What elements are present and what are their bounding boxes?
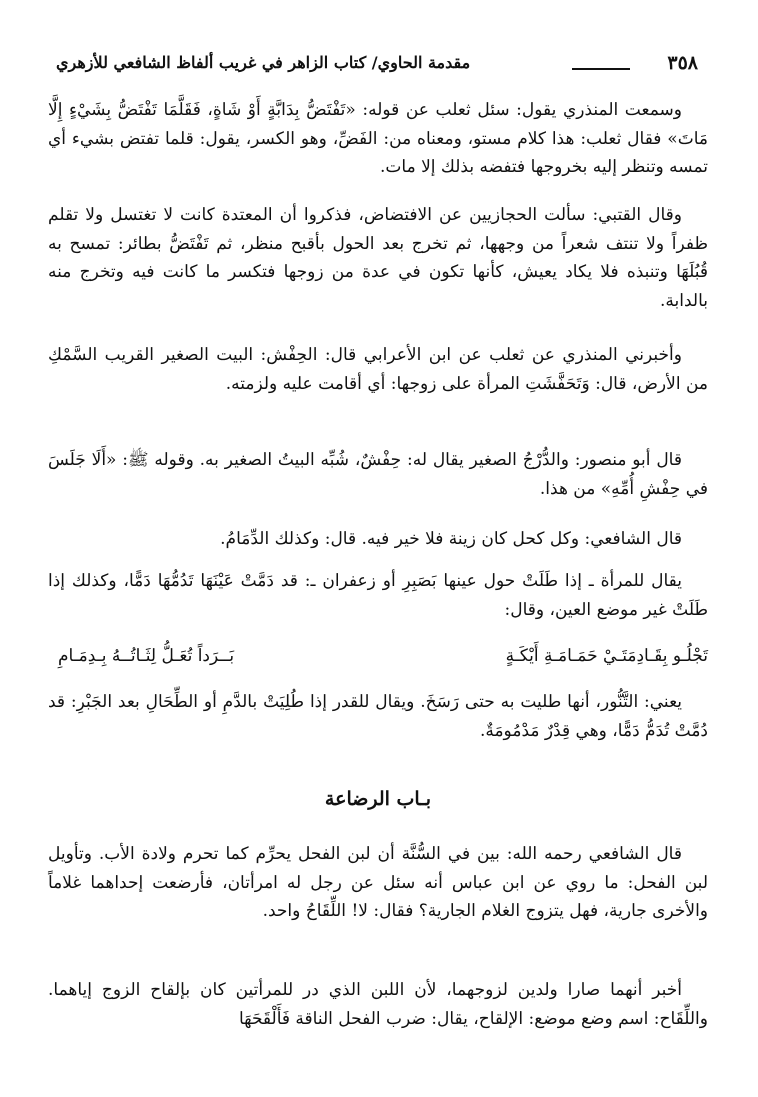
document-page — [48, 48, 708, 1078]
verse-second-hemistich: بَــرَداً تُعَـلُّ لِثَـاتُــهُ بِـدِمَـامِ — [58, 646, 235, 666]
running-title: مقدمة الحاوي/ كتاب الزاهر في غريب ألفاظ الشافعي للأزهري — [56, 53, 471, 72]
paragraph-block — [48, 96, 708, 190]
paragraph-block — [48, 976, 708, 1041]
paragraph: وسمعت المنذري يقول: سئل ثعلب عن قوله: «تَفْتَضُّ بِدَابَّةٍ أَوْ شَاةٍ، فَقَلَّمَا تَفْتَضُّ بِشَيْءٍ إِلَّا مَاتَ» فقال ثعلب: هذا كلام مستو، ومعناه من: الفَضِّ، وهو الكسر، يقول: قلما تفتض بشيء أي تمسه وتنظر إليه بخروجها فتفضه بذلك إلا مات. — [48, 100, 708, 177]
paragraph-block — [48, 840, 708, 934]
paragraph: يقال للمرأة ـ إذا طَلَتْ حول عينها بَصَبِرِ أو زعفران ـ: قد دَمَّتْ عَيْنَهَا تَدُمُّهَا دَمًّا، وكذلك إذا طَلَتْ غير موضع العين، وقال: — [48, 571, 708, 620]
page-number: ٣٥٨ — [667, 52, 698, 74]
paragraph: وقال القتبي: سألت الحجازيين عن الافتضاض، فذكروا أن المعتدة كانت لا تغتسل ولا تقلم ظفراً ولا تنتف شعراً من وجهها، ثم تخرج بعد الحول بأقبح منظر، ثم تَفْتَضُّ بطائر: تمسح به قُبُلَهَا وتنبذه فلا يكاد يعيش، كأنها تكون في عدة من زوجها فتكسر ما كانت فيه وتخرج منه بالدابة. — [48, 205, 708, 311]
paragraph: أخبر أنهما صارا ولدين لزوجهما، لأن اللبن الذي در للمرأتين كان بإلقاح الزوج إياهما. واللِّقَاح: اسم وضع موضع: الإلقاح، يقال: ضرب الفحل الناقة فَأَلْقَحَهَا — [48, 980, 708, 1029]
paragraph-block — [48, 525, 708, 562]
page-header — [48, 48, 708, 88]
poetry-verse — [48, 638, 708, 674]
paragraph: قال أبو منصور: والدُّرْجُ الصغير يقال له: حِفْشٌ، شُبِّه البيتُ الصغير به. وقوله ﷺ: «أَلَا جَلَسَ في حِفْشِ أُمِّهِ» من هذا. — [48, 450, 708, 499]
paragraph-block — [48, 446, 708, 511]
paragraph: وأخبرني المنذري عن ثعلب عن ابن الأعرابي قال: الحِفْش: البيت الصغير القريب السَّمْكِ من الأرض، قال: وَتَحَفَّشَتِ المرأة على زوجها: أي أقامت عليه ولزمته. — [48, 345, 708, 394]
paragraph: يعني: التَّنُّور، أنها طليت به حتى رَسَخَ. ويقال للقدر إذا طُلِيَتْ بالدَّمِ أو الطِّحَالِ بعد الجَبْرِ: قد دُمَّتْ تُدَمُّ دَمًّا، وهي قِدْرٌ مَدْمُومَةٌ. — [48, 692, 708, 741]
paragraph: قال الشافعي: وكل كحل كان زينة فلا خير فيه. قال: وكذلك الدِّمَامُ. — [220, 529, 682, 549]
verse-first-hemistich: تَجْلُـو بِقَـادِمَتَـيْ حَمَـامَـةِ أَيْكَـةٍ — [505, 646, 708, 666]
header-rule — [572, 68, 630, 70]
paragraph-block — [48, 567, 708, 632]
paragraph-block — [48, 688, 708, 753]
section-title: بـاب الرضاعة — [324, 788, 432, 810]
paragraph-block — [48, 341, 708, 406]
paragraph: قال الشافعي رحمه الله: بين في السُّنَّة أن لبن الفحل يحرِّم كما تحرم ولادة الأب. وتأويل لبن الفحل: ما روي عن ابن عباس أنه سئل عن رجل له امرأتان، فأرضعت إحداهما غلاماً والأخرى جارية، فهل يتزوج الغلام الجارية؟ فقال: لا! اللِّقَاحُ واحد. — [48, 844, 708, 921]
paragraph-block — [48, 201, 708, 323]
